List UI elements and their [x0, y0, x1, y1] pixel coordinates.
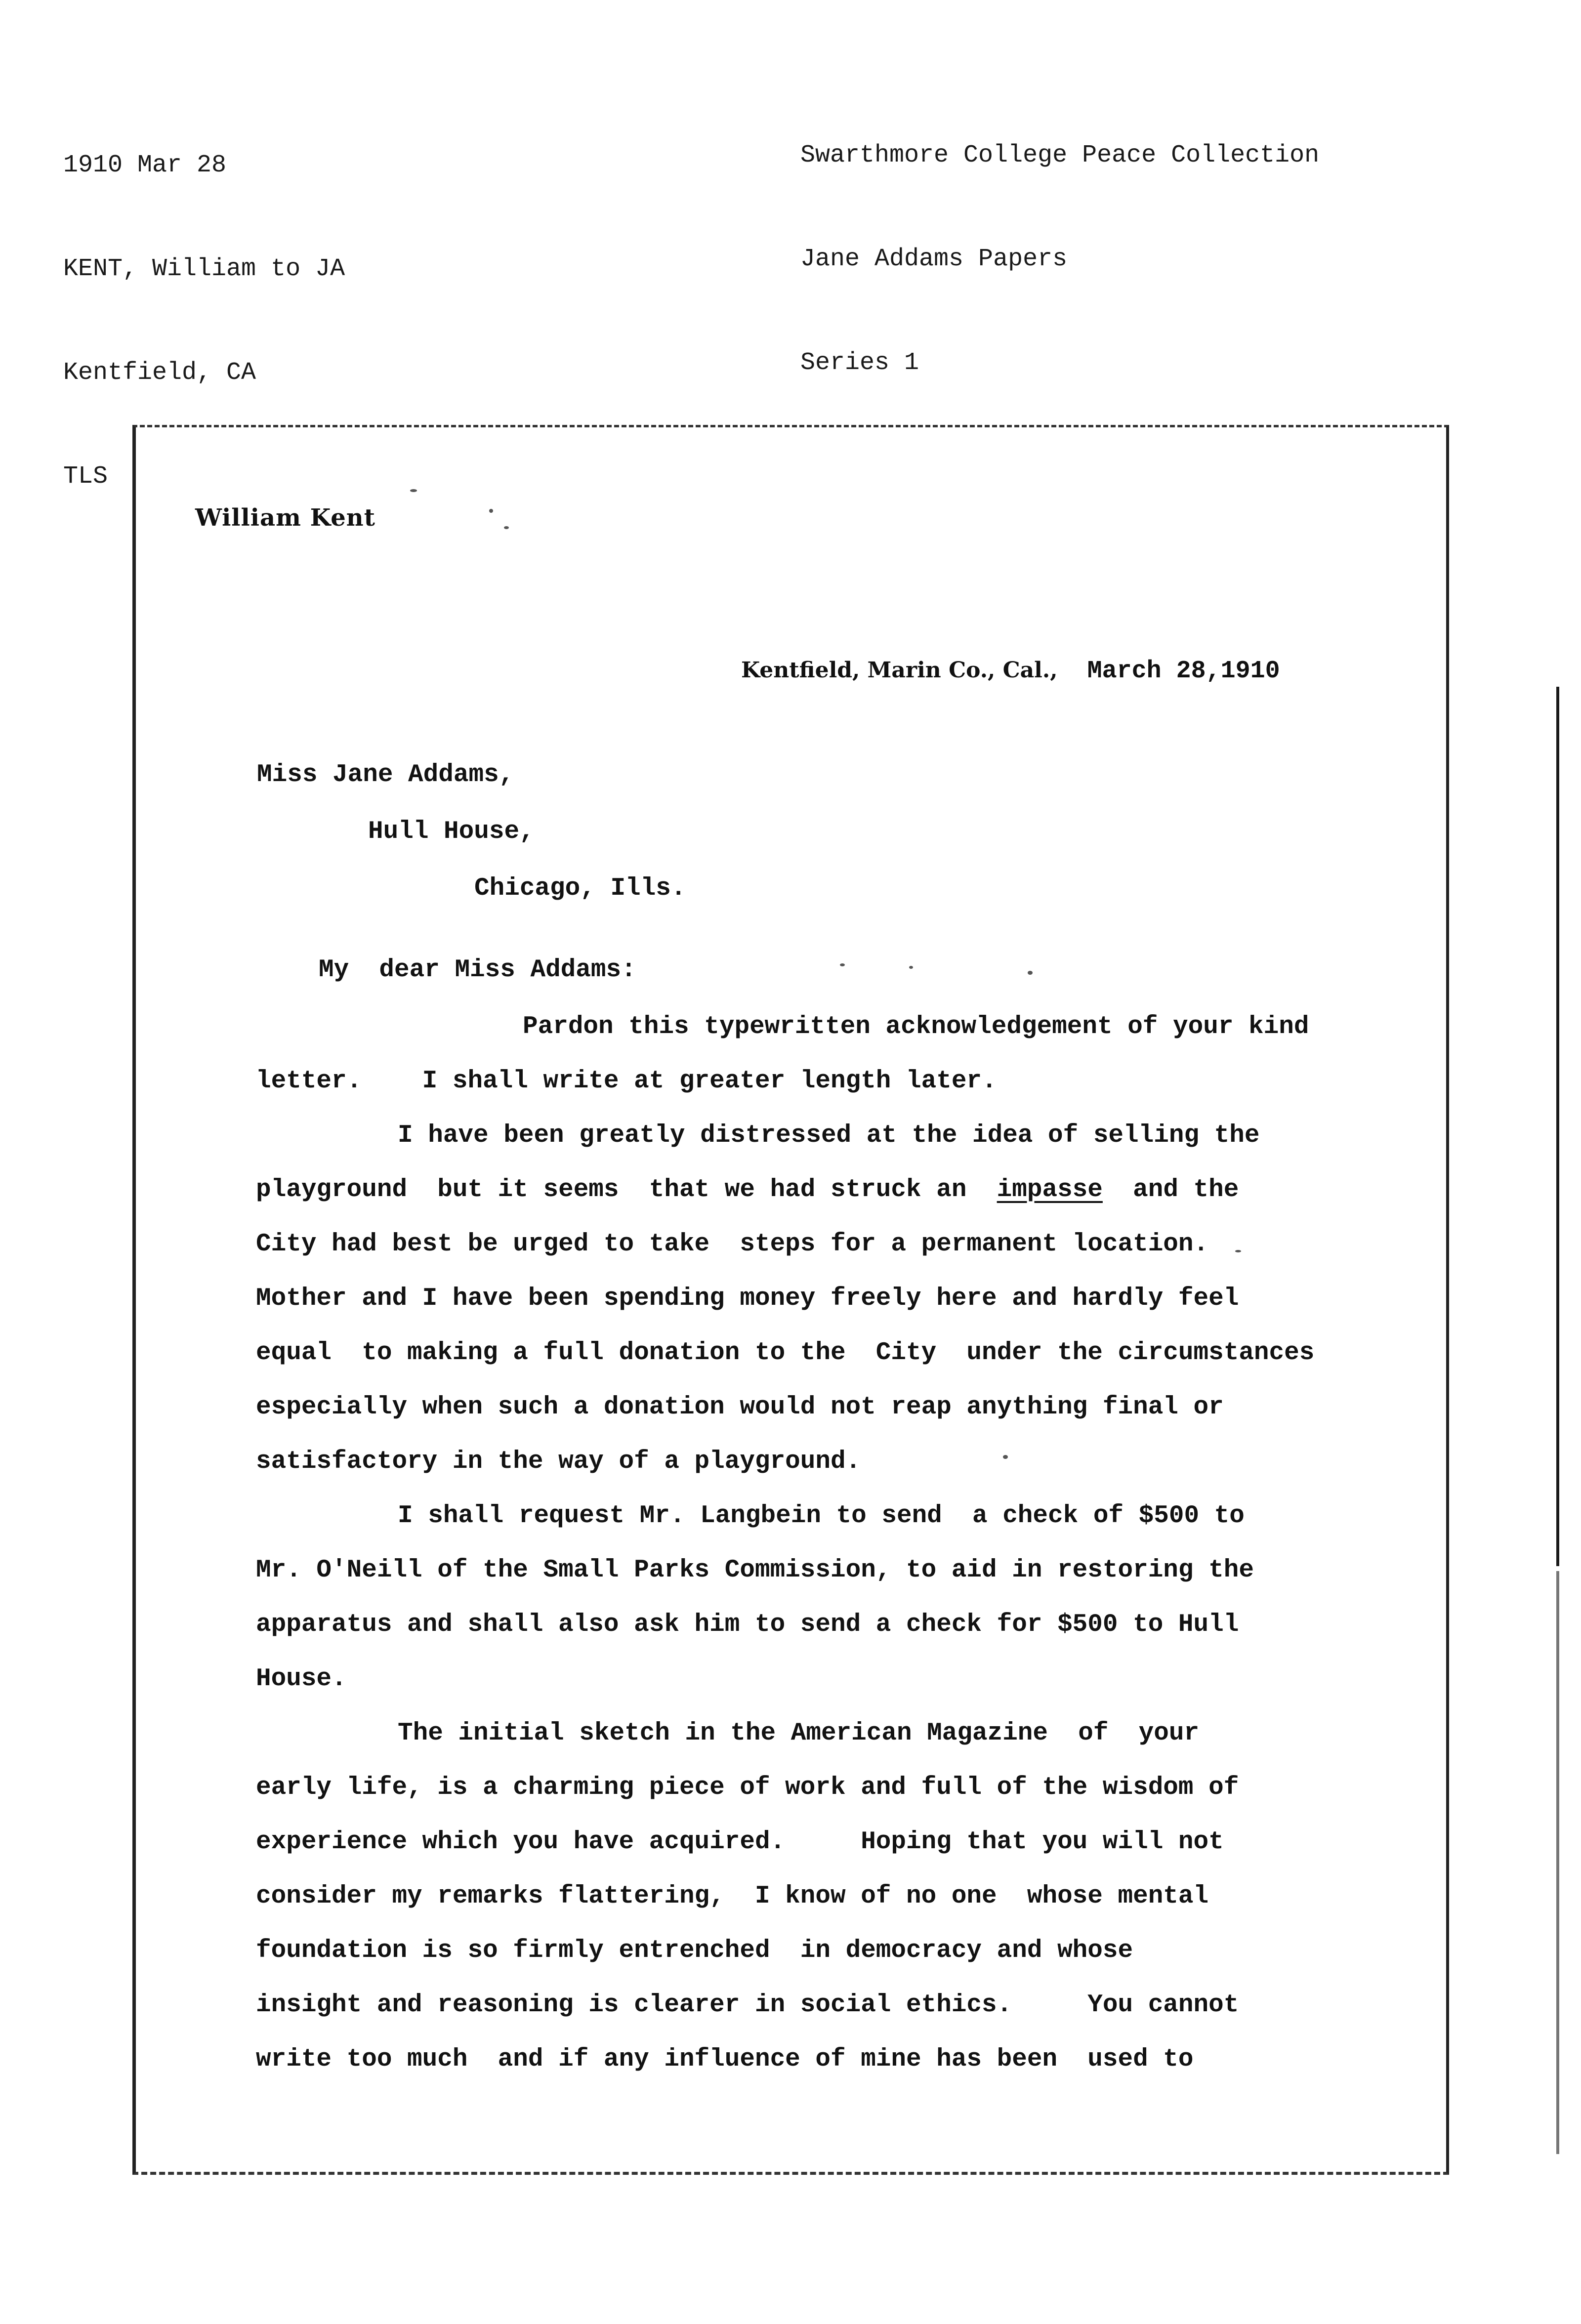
papers-name: Jane Addams Papers: [800, 245, 1068, 273]
body-line: equal to making a full donation to the City under the circumstances: [256, 1339, 1315, 1367]
scan-edge-mark: [1556, 687, 1559, 1566]
body-line: write too much and if any influence of mine has been used to: [256, 2045, 1194, 2074]
body-line: especially when such a donation would not reap anything final or: [256, 1393, 1224, 1421]
body-line: I have been greatly distressed at the idea of selling the: [398, 1121, 1260, 1150]
catalog-date: 1910 Mar 28: [63, 151, 227, 179]
collection-name: Swarthmore College Peace Collection: [800, 141, 1320, 169]
salutation: My dear Miss Addams:: [319, 956, 636, 984]
body-line: City had best be urged to take steps for a permanent location.: [256, 1230, 1209, 1258]
scan-speck: [410, 489, 417, 492]
scan-edge-mark: [1556, 1571, 1559, 2154]
scan-speck: [1028, 971, 1033, 975]
body-line: consider my remarks flattering, I know of no one whose mental: [256, 1882, 1209, 1910]
body-line: Pardon this typewritten acknowledgement of your kind: [523, 1013, 1309, 1041]
body-line: House.: [256, 1665, 347, 1693]
scan-speck: [489, 509, 493, 513]
addressee-name: Miss Jane Addams,: [257, 761, 514, 789]
underlined-word: impasse: [997, 1176, 1103, 1204]
body-line: Mother and I have been spending money freely here and hardly feel: [256, 1285, 1239, 1313]
body-line: I shall request Mr. Langbein to send a check of $500 to: [398, 1502, 1245, 1530]
body-line: insight and reasoning is clearer in social ethics. You cannot: [256, 1991, 1239, 2019]
dateline-date: March 28,1910: [1087, 657, 1280, 685]
body-line: foundation is so firmly entrenched in democracy and whose: [256, 1937, 1133, 1965]
body-line: experience which you have acquired. Hoping that you will not: [256, 1828, 1224, 1856]
body-line: Mr. O'Neill of the Small Parks Commission, to aid in restoring the: [256, 1556, 1254, 1584]
catalog-doc-type: TLS: [63, 462, 108, 491]
body-line: satisfactory in the way of a playground.: [256, 1448, 861, 1476]
dateline-place: Kentfield, Marin Co., Cal.,: [741, 658, 1058, 683]
dateline: [741, 657, 1280, 685]
body-line: The initial sketch in the American Magazine of your: [398, 1719, 1200, 1747]
addressee-institution: Hull House,: [368, 818, 535, 846]
catalog-correspondents: KENT, William to JA: [63, 255, 345, 283]
series-name: Series 1: [800, 349, 919, 377]
scan-speck: [840, 963, 845, 966]
scan-speck: [909, 966, 913, 969]
body-line: letter. I shall write at greater length later.: [256, 1067, 997, 1095]
scan-speck: [1235, 1250, 1241, 1252]
catalog-info-right: [800, 69, 1319, 415]
body-line: apparatus and shall also ask him to send a check for $500 to Hull: [256, 1611, 1239, 1639]
catalog-place: Kentfield, CA: [63, 359, 256, 387]
body-line: playground but it seems that we had struck an impasse and the: [256, 1176, 1239, 1204]
addressee-city: Chicago, Ills.: [474, 874, 686, 903]
letterhead: William Kent: [195, 504, 375, 532]
body-line: early life, is a charming piece of work and full of the wisdom of: [256, 1774, 1239, 1802]
scan-speck: [504, 526, 509, 529]
scan-speck: [1003, 1455, 1008, 1459]
